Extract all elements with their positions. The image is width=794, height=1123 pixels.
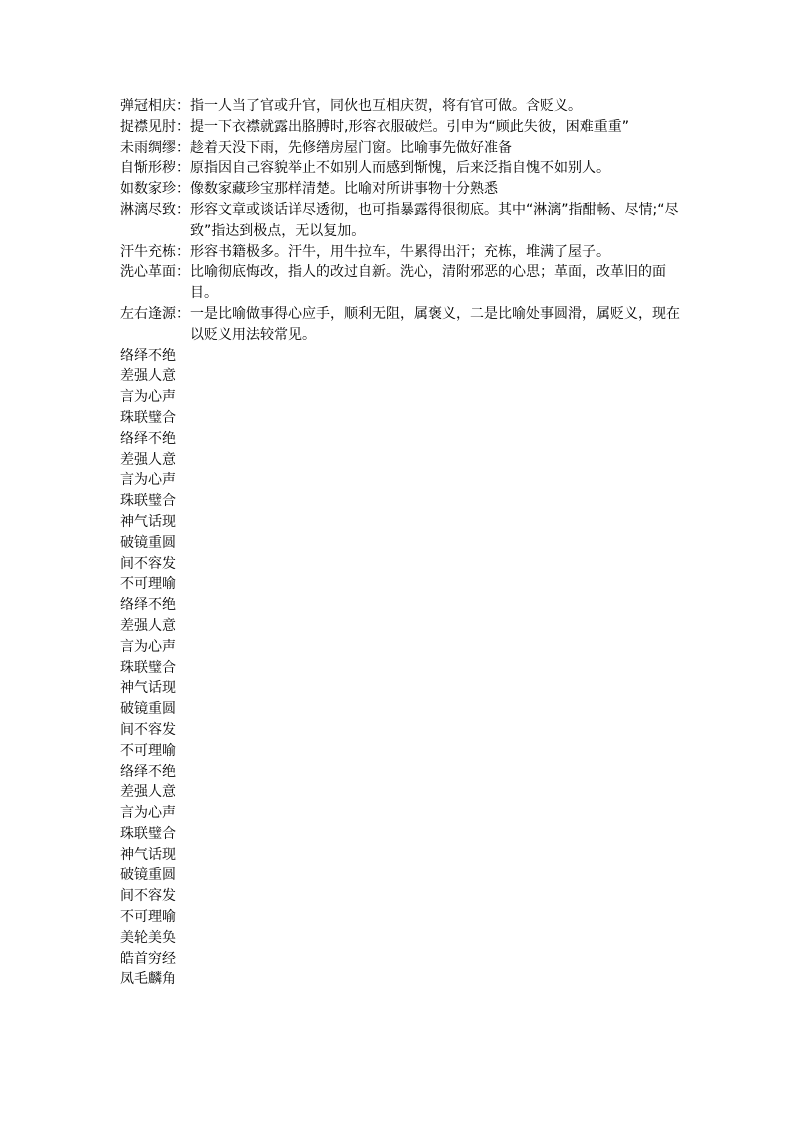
idiom-term: 左右逢源： (120, 305, 190, 322)
idiom-entry (120, 158, 680, 179)
idiom-definition: 指一人当了官或升官，同伙也互相庆贺，将有官可做。含贬义。 (190, 98, 582, 114)
idiom-definition: 一是比喻做事得心应手，顺利无阻，属褒义，二是比喻处事圆滑，属贬义，现在以贬义用法较常见。 (190, 305, 680, 343)
idiom-word: 差强人意 (120, 784, 176, 801)
idiom-term: 自惭形秽： (120, 160, 190, 177)
idiom-word: 差强人意 (120, 451, 176, 468)
idiom-term: 淋漓尽致： (120, 201, 190, 218)
idiom-word-list (120, 346, 680, 991)
idiom-term: 如数家珍： (120, 181, 190, 198)
idiom-entry (120, 96, 680, 117)
idiom-word: 间不容发 (120, 555, 176, 572)
idiom-word: 差强人意 (120, 368, 176, 385)
idiom-definition: 比喻彻底悔改，指人的改过自新。洗心，清附邪恶的心思；革面，改革旧的面目。 (190, 264, 666, 302)
idiom-entry (120, 138, 680, 159)
idiom-definition: 像数家藏珍宝那样清楚。比喻对所讲事物十分熟悉 (190, 181, 498, 198)
idiom-word: 言为心声 (120, 805, 176, 822)
idiom-word: 不可理喻 (120, 742, 176, 759)
idiom-word: 神气话现 (120, 680, 176, 697)
idiom-word: 珠联璧合 (120, 825, 176, 842)
idiom-word: 神气话现 (120, 513, 176, 530)
idiom-term: 捉襟见肘： (120, 118, 190, 135)
idiom-word: 言为心声 (120, 472, 176, 489)
idiom-term: 汗牛充栋： (120, 243, 190, 260)
idiom-word: 间不容发 (120, 721, 176, 738)
idiom-word: 凤毛麟角 (120, 971, 176, 988)
idiom-word: 络绎不绝 (120, 430, 176, 447)
idiom-word: 络绎不绝 (120, 763, 176, 780)
idiom-definition: 原指因自己容貌举止不如别人而感到惭愧，后来泛指自愧不如别人。 (190, 160, 610, 177)
idiom-word: 络绎不绝 (120, 347, 176, 364)
idiom-word: 珠联璧合 (120, 409, 176, 426)
idiom-word: 神气话现 (120, 846, 176, 863)
document-body (120, 96, 680, 990)
idiom-word: 间不容发 (120, 888, 176, 905)
idiom-definition: 形容文章或谈话详尽透彻，也可指暴露得很彻底。其中“淋漓”指酣畅、尽情;“尽致”指达到极点，无以复加。 (190, 201, 679, 239)
idiom-entry (120, 200, 680, 242)
idiom-word: 珠联璧合 (120, 659, 176, 676)
idiom-word: 言为心声 (120, 638, 176, 655)
idiom-entry (120, 117, 680, 138)
idiom-word: 破镜重圆 (120, 701, 176, 718)
idiom-word: 破镜重圆 (120, 534, 176, 551)
idiom-word: 不可理喻 (120, 576, 176, 593)
idiom-definition: 提一下衣襟就露出胳膊时,形容衣服破烂。引申为“顾此失彼，困难重重” (190, 118, 629, 135)
idiom-entry (120, 262, 680, 304)
idiom-entry (120, 179, 680, 200)
idiom-word: 美轮美奂 (120, 929, 176, 946)
idiom-definition: 趁着天没下雨，先修缮房屋门窗。比喻事先做好准备 (190, 139, 512, 156)
idiom-term: 未雨绸缪： (120, 139, 190, 156)
idiom-word: 络绎不绝 (120, 597, 176, 614)
idiom-word: 皓首穷经 (120, 950, 176, 967)
idiom-term: 弹冠相庆： (120, 98, 190, 114)
idiom-entry (120, 304, 680, 346)
idiom-definition-list (120, 96, 680, 346)
idiom-word: 差强人意 (120, 617, 176, 634)
idiom-word: 言为心声 (120, 389, 176, 406)
idiom-definition: 形容书籍极多。汗牛，用牛拉车，牛累得出汗；充栋，堆满了屋子。 (190, 243, 610, 260)
idiom-entry (120, 242, 680, 263)
idiom-term: 洗心革面： (120, 264, 190, 281)
idiom-word: 破镜重圆 (120, 867, 176, 884)
idiom-word: 珠联璧合 (120, 493, 176, 510)
idiom-word: 不可理喻 (120, 909, 176, 926)
